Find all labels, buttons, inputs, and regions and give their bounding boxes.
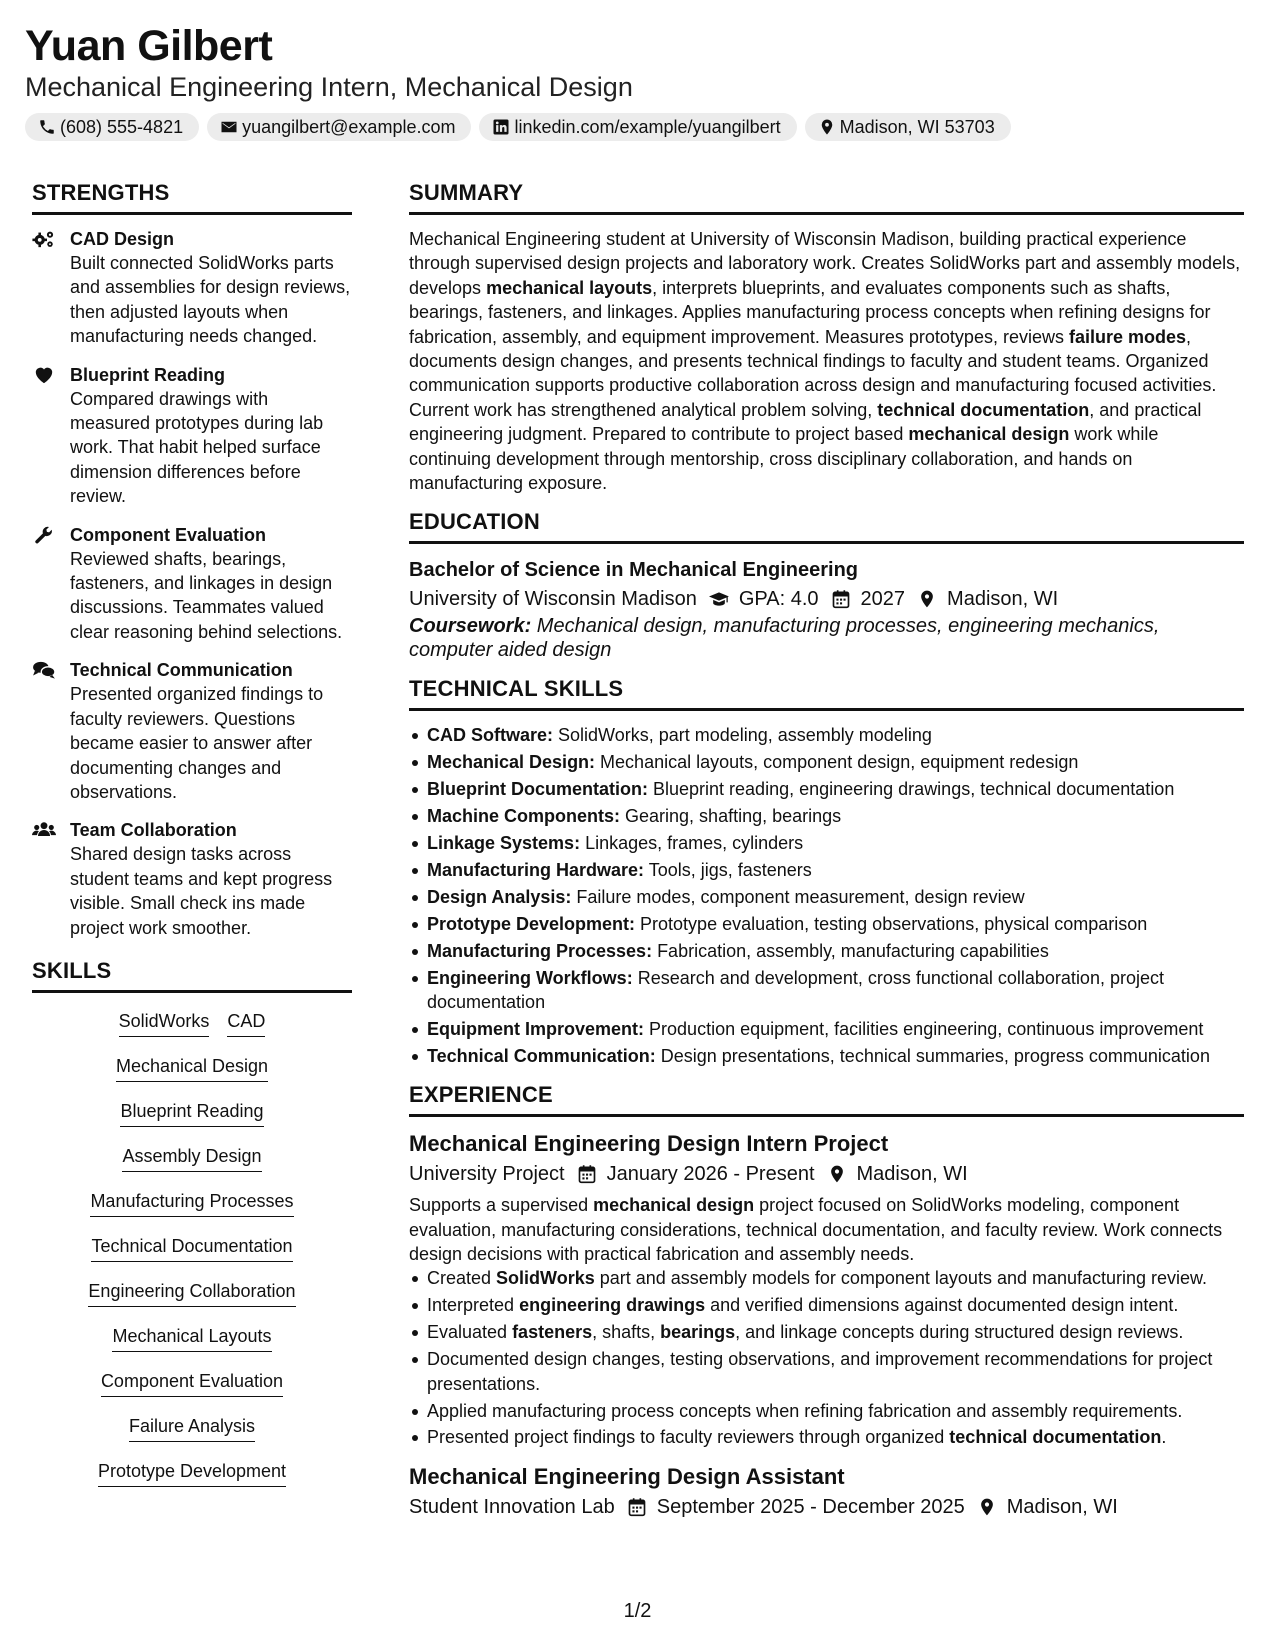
- strength-description: Reviewed shafts, bearings, fasteners, and linkages in design discussions. Teammates valued clear reasoning behind selections.: [70, 548, 343, 642]
- bold-keyword: fasteners: [512, 1322, 593, 1343]
- text-run: , shafts,: [592, 1322, 661, 1343]
- text-run: .: [1161, 1427, 1167, 1448]
- bold-keyword: bearings: [660, 1322, 736, 1343]
- technical-skill-label: Prototype Development:: [427, 913, 636, 934]
- job-location: Madison, WI: [1006, 1495, 1118, 1518]
- contact-linkedin[interactable]: [479, 113, 796, 141]
- technical-skill-label: Engineering Workflows:: [427, 967, 633, 988]
- summary-heading: SUMMARY: [409, 180, 1244, 215]
- job-meta: [409, 1159, 1244, 1189]
- job-bullet: [409, 1425, 1244, 1449]
- strength-description: Compared drawings with measured prototypes during lab work. That habit helped surface dimension differences before review.: [70, 388, 324, 507]
- skill-tag: Technical Documentation: [91, 1234, 292, 1262]
- text-run: , and linkage concepts during structured design reviews.: [735, 1322, 1184, 1343]
- technical-skill-label: Machine Components:: [427, 806, 621, 827]
- text-run: Interpreted: [427, 1295, 520, 1316]
- bold-keyword: mechanical design: [593, 1195, 755, 1216]
- text-run: Supports a supervised: [409, 1195, 594, 1216]
- technical-skill-label: Design Analysis:: [427, 886, 572, 907]
- contact-phone[interactable]: [25, 113, 199, 141]
- contact-phone-text: (608) 555-4821: [60, 116, 184, 137]
- map-pin-icon: [977, 1497, 997, 1517]
- technical-skills-section: [409, 676, 1244, 1068]
- education-section: [409, 509, 1244, 662]
- job-organization: University Project: [409, 1163, 565, 1186]
- job-meta: [409, 1492, 1244, 1522]
- job-bullet: [409, 1320, 1244, 1344]
- right-column: [409, 180, 1244, 1536]
- job-description: [409, 1193, 1244, 1266]
- gpa: GPA: 4.0: [738, 588, 819, 611]
- job-bullet: [409, 1293, 1244, 1317]
- text-run: work while continuing development through mentorship, cross disciplinary collaboration, and hands on manufacturing exposure.: [409, 424, 1159, 494]
- skill-tag: Mechanical Design: [116, 1054, 268, 1082]
- map-pin-icon: [818, 118, 836, 136]
- contact-email[interactable]: [207, 113, 471, 141]
- skill-row: [32, 1414, 352, 1459]
- technical-skill-item: [409, 777, 1244, 801]
- job-title: Mechanical Engineering Design Intern Project: [409, 1131, 889, 1157]
- calendar-icon: [577, 1164, 597, 1184]
- strength-title: CAD Design: [70, 229, 175, 249]
- bold-keyword: mechanical layouts: [486, 277, 653, 298]
- strength-title: Component Evaluation: [70, 524, 267, 545]
- technical-skills-list: [409, 723, 1244, 1068]
- technical-skill-item: [409, 966, 1244, 1015]
- contact-bar: [25, 113, 1011, 141]
- job-location: Madison, WI: [856, 1163, 968, 1186]
- contact-location[interactable]: [805, 113, 1011, 141]
- text-run: , documents design changes, and presents technical findings to faculty and student teams. Organized communication supports productive collaboration across design and manufacturing focused activities. Current work has strengthened analytical problem solving,: [409, 326, 1217, 420]
- strength-item: [32, 658, 352, 804]
- technical-skill-label: Blueprint Documentation:: [427, 779, 648, 800]
- bold-keyword: engineering drawings: [519, 1295, 706, 1316]
- skill-row: [32, 1054, 352, 1099]
- graduation-year: 2027: [860, 588, 906, 611]
- skills-list: [32, 1005, 352, 1504]
- text-run: Documented design changes, testing observations, and improvement recommendations for project presentations.: [427, 1349, 1213, 1394]
- skill-row: [32, 1009, 352, 1054]
- bold-keyword: technical documentation: [949, 1427, 1162, 1448]
- map-pin-icon: [917, 589, 937, 609]
- job-bullet: [409, 1399, 1244, 1423]
- education-meta: [409, 584, 1244, 614]
- technical-skill-item: [409, 885, 1244, 909]
- experience-section: [409, 1082, 1244, 1522]
- text-run: , and practical engineering judgment. Prepared to contribute to project based: [409, 399, 1202, 445]
- strength-title: Blueprint Reading: [70, 364, 226, 385]
- calendar-icon: [627, 1497, 647, 1517]
- skill-row: [32, 1144, 352, 1189]
- contact-email-text: yuangilbert@example.com: [242, 116, 456, 137]
- technical-skill-label: CAD Software:: [427, 725, 554, 746]
- gears-icon: [32, 229, 56, 249]
- technical-skill-item: [409, 831, 1244, 855]
- technical-skill-label: Mechanical Design:: [427, 752, 596, 773]
- skill-row: [32, 1189, 352, 1234]
- skill-tag: Assembly Design: [122, 1144, 261, 1172]
- strength-item: [32, 363, 352, 509]
- job-dates: January 2026 - Present: [606, 1163, 815, 1186]
- summary-section: [409, 180, 1244, 495]
- skill-row: [32, 1234, 352, 1279]
- text-run: Evaluated: [427, 1322, 513, 1343]
- strength-item: [32, 227, 352, 349]
- wrench-icon: [32, 525, 56, 545]
- job-title: Mechanical Engineering Design Assistant: [409, 1463, 845, 1489]
- technical-skill-text: Production equipment, facilities engineering, continuous improvement: [644, 1018, 1204, 1039]
- text-run: and verified dimensions against documented design intent.: [705, 1295, 1179, 1316]
- technical-skill-item: [409, 939, 1244, 963]
- technical-skill-text: Linkages, frames, cylinders: [580, 833, 804, 854]
- technical-skill-text: Tools, jigs, fasteners: [644, 860, 812, 880]
- technical-skill-label: Technical Communication:: [427, 1045, 656, 1066]
- technical-skill-label: Manufacturing Processes:: [427, 940, 653, 961]
- technical-skill-label: Equipment Improvement:: [427, 1018, 645, 1039]
- strength-item: [32, 818, 352, 940]
- map-pin-icon: [827, 1164, 847, 1184]
- strength-title: Technical Communication: [70, 660, 293, 681]
- page-number: 1/2: [623, 1600, 652, 1622]
- technical-skill-item: [409, 1044, 1244, 1068]
- education-location: Madison, WI: [947, 588, 1059, 611]
- technical-skill-text: Research and development, cross functional collaboration, project documentation: [427, 967, 1164, 1013]
- text-run: Created: [427, 1268, 497, 1289]
- coursework-label: Coursework:: [409, 615, 532, 638]
- text-run: Applied manufacturing process concepts when refining fabrication and assembly requirements.: [427, 1400, 1183, 1421]
- coursework-text: Mechanical design, manufacturing processes, engineering mechanics, computer aided design: [409, 615, 1160, 662]
- skill-tag: Mechanical Layouts: [112, 1324, 271, 1352]
- technical-skills-heading: TECHNICAL SKILLS: [409, 676, 1244, 711]
- technical-skill-text: Mechanical layouts, component design, equipment redesign: [595, 752, 1079, 773]
- technical-skill-label: Manufacturing Hardware:: [427, 860, 645, 880]
- experience-heading: EXPERIENCE: [409, 1082, 1244, 1117]
- technical-skill-text: SolidWorks, part modeling, assembly modeling: [553, 725, 932, 746]
- skill-row: [32, 1369, 352, 1414]
- skills-heading: SKILLS: [32, 958, 352, 993]
- skill-row: [32, 1459, 352, 1504]
- technical-skill-text: Failure modes, component measurement, design review: [571, 886, 1025, 907]
- education-heading: EDUCATION: [409, 509, 1244, 544]
- heart-icon: [32, 365, 56, 385]
- text-run: Presented project findings to faculty reviewers through organized: [427, 1427, 950, 1448]
- technical-skill-item: [409, 1017, 1244, 1041]
- technical-skill-item: [409, 858, 1244, 882]
- phone-icon: [38, 118, 56, 136]
- strength-description: Presented organized findings to faculty reviewers. Questions became easier to answer after documenting changes and observations.: [70, 684, 324, 802]
- technical-skill-item: [409, 723, 1244, 747]
- school-name: University of Wisconsin Madison: [409, 588, 697, 611]
- text-run: , interprets blueprints, and evaluates components such as shafts, bearings, fasteners, and linkages. Applies manufacturing process concepts when refining designs for fabrication, assembly, and equipment improvement. Measures prototypes, reviews: [409, 277, 1211, 347]
- contact-location-text: Madison, WI 53703: [839, 116, 995, 137]
- bold-keyword: failure modes: [1068, 326, 1187, 347]
- candidate-name: Yuan Gilbert: [25, 22, 273, 70]
- skill-tag: Engineering Collaboration: [88, 1279, 295, 1307]
- bold-keyword: mechanical design: [908, 424, 1070, 445]
- technical-skill-item: [409, 912, 1244, 936]
- skill-tag: Failure Analysis: [129, 1414, 255, 1442]
- linkedin-icon: [492, 118, 510, 136]
- strength-title: Team Collaboration: [70, 820, 237, 841]
- bold-keyword: technical documentation: [877, 399, 1090, 420]
- strength-item: [32, 523, 352, 645]
- job-dates: September 2025 - December 2025: [656, 1495, 965, 1518]
- degree-title: Bachelor of Science in Mechanical Engineering: [409, 559, 859, 582]
- skill-row: [32, 1279, 352, 1324]
- contact-linkedin-text: linkedin.com/example/yuangilbert: [514, 116, 781, 137]
- job-bullet: [409, 1347, 1244, 1396]
- envelope-icon: [220, 118, 238, 136]
- technical-skill-text: Blueprint reading, engineering drawings, technical documentation: [648, 779, 1175, 800]
- left-column: [32, 180, 352, 1504]
- job-bullets: [409, 1266, 1244, 1449]
- candidate-role: Mechanical Engineering Intern, Mechanical Design: [25, 72, 633, 102]
- skill-tag: Blueprint Reading: [120, 1099, 263, 1127]
- skill-tag: Manufacturing Processes: [90, 1189, 293, 1217]
- calendar-icon: [831, 589, 851, 609]
- skill-tag: CAD: [227, 1009, 265, 1037]
- graduation-cap-icon: [709, 589, 729, 609]
- strength-description: Built connected SolidWorks parts and assemblies for design reviews, then adjusted layouts when manufacturing needs changed.: [70, 253, 351, 347]
- skill-tag: Prototype Development: [98, 1459, 286, 1487]
- technical-skill-item: [409, 750, 1244, 774]
- job-bullet: [409, 1266, 1244, 1290]
- skill-row: [32, 1324, 352, 1369]
- strengths-heading: STRENGTHS: [32, 180, 352, 215]
- text-run: part and assembly models for component layouts and manufacturing review.: [594, 1268, 1208, 1289]
- text-run: Mechanical Engineering student at University of Wisconsin Madison, building practical experience through supervised design projects and laboratory work. Creates SolidWorks part and assembly models, develops: [409, 229, 1241, 298]
- coursework: [409, 614, 1244, 662]
- technical-skill-text: Fabrication, assembly, manufacturing capabilities: [652, 940, 1049, 961]
- text-run: project focused on SolidWorks modeling, component evaluation, manufacturing considerations, technical documentation, and faculty review. Work connects design decisions with practical fabrication and assembly needs.: [409, 1195, 1223, 1265]
- technical-skill-label: Linkage Systems:: [427, 833, 581, 854]
- summary-text: [409, 227, 1244, 495]
- skill-tag: SolidWorks: [119, 1009, 210, 1037]
- technical-skill-text: Prototype evaluation, testing observations, physical comparison: [635, 913, 1148, 934]
- users-icon: [32, 820, 56, 840]
- technical-skill-item: [409, 804, 1244, 828]
- technical-skill-text: Gearing, shafting, bearings: [620, 806, 842, 827]
- job-organization: Student Innovation Lab: [409, 1495, 615, 1518]
- strength-description: Shared design tasks across student teams and kept progress visible. Small check ins made project work smoother.: [70, 844, 333, 938]
- bold-keyword: SolidWorks: [496, 1268, 595, 1289]
- technical-skill-text: Design presentations, technical summaries, progress communication: [655, 1045, 1210, 1066]
- skill-row: [32, 1099, 352, 1144]
- comments-icon: [32, 660, 56, 680]
- skill-tag: Component Evaluation: [101, 1369, 283, 1397]
